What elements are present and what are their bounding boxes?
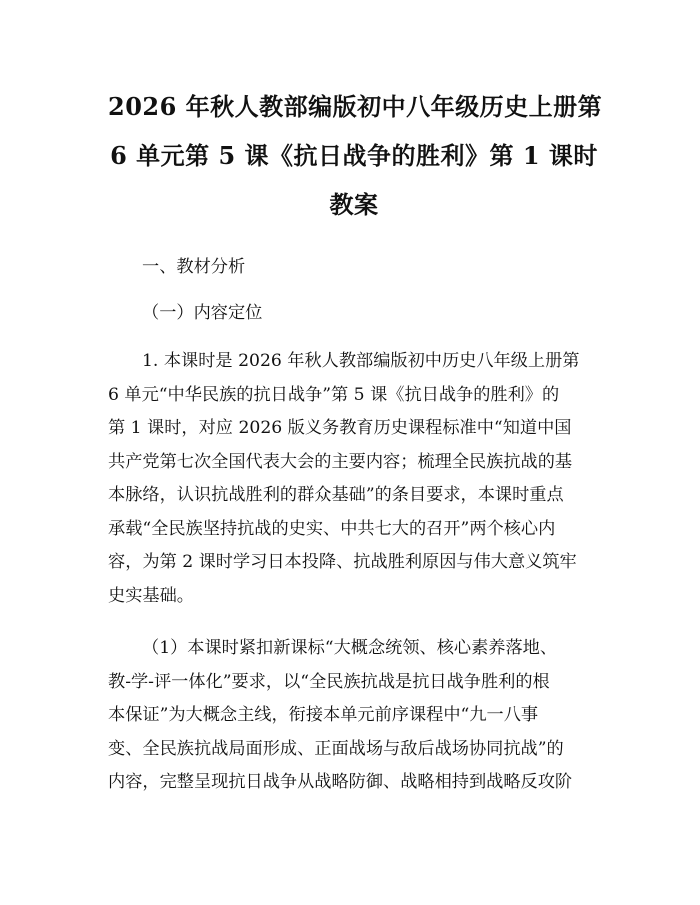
paragraph-line: （1）本课时紧扣新课标“大概念统领、核心素养落地、 — [142, 638, 558, 658]
paragraph-line: 教-学-评一体化”要求，以“全民族抗战是抗日战争胜利的根 — [108, 671, 550, 692]
section-heading: 一、教材分析 — [142, 257, 246, 277]
paragraph-2 — [108, 632, 600, 800]
paragraph-line: 1. 本课时是 2026 年秋人教部编版初中历史八年级上册第 — [142, 351, 580, 371]
title-line-3: 教案 — [329, 190, 379, 219]
paragraph-1 — [108, 345, 600, 613]
title-line-1: 2026 年秋人教部编版初中八年级历史上册第 — [108, 92, 603, 121]
paragraph-line: 6 单元“中华民族的抗日战争”第 5 课《抗日战争的胜利》的 — [108, 384, 560, 405]
title-line-2: 6 单元第 5 课《抗日战争的胜利》第 1 课时 — [110, 141, 598, 170]
paragraph-line: 本保证”为大概念主线，衔接本单元前序课程中“九一八事 — [108, 705, 539, 725]
paragraph-line: 承载“全民族坚持抗战的史实、中共七大的召开”两个核心内 — [108, 518, 556, 539]
paragraph-line: 史实基础。 — [108, 585, 194, 606]
paragraph-line: 共产党第七次全国代表大会的主要内容；梳理全民族抗战的基 — [108, 451, 573, 472]
sub-heading: （一）内容定位 — [142, 302, 263, 323]
document-title — [108, 82, 603, 229]
paragraph-line: 内容，完整呈现抗日战争从战略防御、战略相持到战略反攻阶 — [108, 772, 573, 792]
paragraph-line: 容，为第 2 课时学习日本投降、抗战胜利原因与伟大意义筑牢 — [108, 552, 577, 572]
paragraph-line: 变、全民族抗战局面形成、正面战场与敌后战场协同抗战”的 — [108, 738, 564, 759]
paragraph-line: 第 1 课时，对应 2026 版义务教育历史课程标准中“知道中国 — [108, 418, 572, 438]
paragraph-line: 本脉络，认识抗战胜利的群众基础”的条目要求，本课时重点 — [108, 485, 564, 505]
